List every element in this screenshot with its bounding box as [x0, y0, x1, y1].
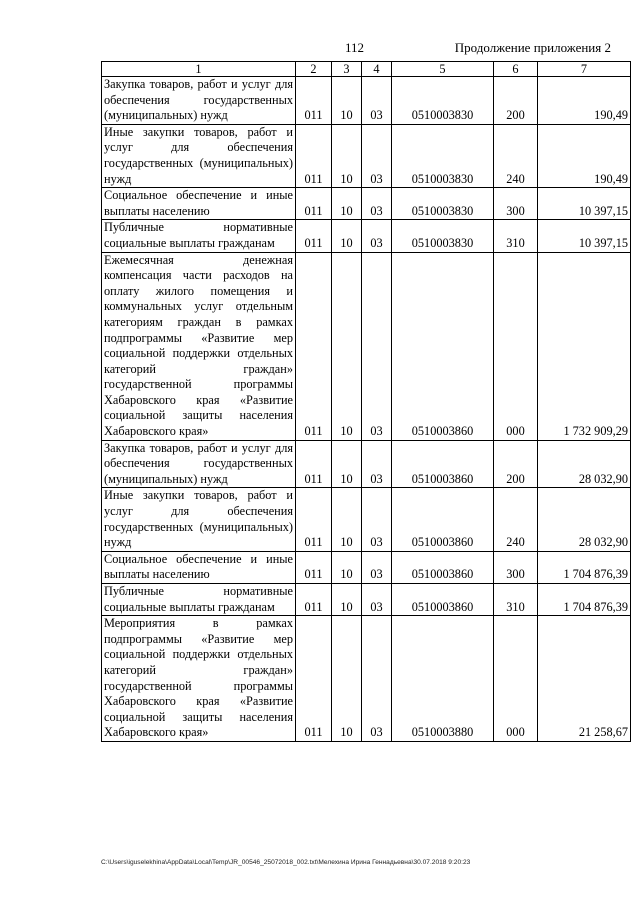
col-header-5: 5	[392, 62, 494, 77]
target-article-code: 0510003860	[392, 551, 494, 583]
expense-type-code: 000	[494, 616, 538, 742]
row-name: Социальное обеспечение и иные выплаты населению	[102, 551, 296, 583]
subsection-code: 03	[362, 488, 392, 551]
ministry-code: 011	[296, 220, 332, 252]
expense-type-code: 240	[494, 124, 538, 187]
continuation-label: Продолжение приложения 2	[454, 40, 611, 55]
subsection-code: 03	[362, 584, 392, 616]
table-row	[102, 440, 631, 488]
section-code: 10	[332, 77, 362, 125]
target-article-code: 0510003830	[392, 124, 494, 187]
col-header-3: 3	[332, 62, 362, 77]
row-name: Иные закупки товаров, работ и услуг для обеспечения государственных (муниципальных) нужд	[102, 124, 296, 187]
col-header-2: 2	[296, 62, 332, 77]
subsection-code: 03	[362, 551, 392, 583]
subsection-code: 03	[362, 77, 392, 125]
section-code: 10	[332, 252, 362, 440]
row-name: Публичные нормативные социальные выплаты гражданам	[102, 584, 296, 616]
row-name: Иные закупки товаров, работ и услуг для обеспечения государственных (муниципальных) нужд	[102, 488, 296, 551]
row-name: Мероприятия в рамках подпрограммы «Развитие мер социальной поддержки отдельных категорий граждан» государственной программы Хабаровского края «Развитие социальной защиты населения Хабаровского края»	[102, 616, 296, 742]
col-header-7: 7	[538, 62, 631, 77]
section-code: 10	[332, 584, 362, 616]
amount: 1 704 876,39	[538, 551, 631, 583]
budget-table	[101, 61, 631, 742]
subsection-code: 03	[362, 220, 392, 252]
target-article-code: 0510003860	[392, 252, 494, 440]
subsection-code: 03	[362, 440, 392, 488]
table-row	[102, 616, 631, 742]
ministry-code: 011	[296, 488, 332, 551]
section-code: 10	[332, 440, 362, 488]
section-code: 10	[332, 188, 362, 220]
expense-type-code: 200	[494, 77, 538, 125]
ministry-code: 011	[296, 616, 332, 742]
amount: 190,49	[538, 77, 631, 125]
expense-type-code: 300	[494, 551, 538, 583]
row-name: Закупка товаров, работ и услуг для обеспечения государственных (муниципальных) нужд	[102, 440, 296, 488]
ministry-code: 011	[296, 252, 332, 440]
expense-type-code: 000	[494, 252, 538, 440]
amount: 28 032,90	[538, 440, 631, 488]
amount: 190,49	[538, 124, 631, 187]
header-row	[102, 62, 631, 77]
ministry-code: 011	[296, 124, 332, 187]
target-article-code: 0510003830	[392, 188, 494, 220]
target-article-code: 0510003860	[392, 584, 494, 616]
amount: 1 704 876,39	[538, 584, 631, 616]
ministry-code: 011	[296, 188, 332, 220]
table-row	[102, 252, 631, 440]
section-code: 10	[332, 220, 362, 252]
table-row	[102, 124, 631, 187]
amount: 10 397,15	[538, 220, 631, 252]
amount: 28 032,90	[538, 488, 631, 551]
subsection-code: 03	[362, 616, 392, 742]
section-code: 10	[332, 616, 362, 742]
section-code: 10	[332, 124, 362, 187]
ministry-code: 011	[296, 77, 332, 125]
table-row	[102, 584, 631, 616]
amount: 10 397,15	[538, 188, 631, 220]
ministry-code: 011	[296, 551, 332, 583]
table-row	[102, 220, 631, 252]
section-code: 10	[332, 488, 362, 551]
amount: 21 258,67	[538, 616, 631, 742]
ministry-code: 011	[296, 440, 332, 488]
section-code: 10	[332, 551, 362, 583]
expense-type-code: 200	[494, 440, 538, 488]
row-name: Социальное обеспечение и иные выплаты населению	[102, 188, 296, 220]
expense-type-code: 310	[494, 220, 538, 252]
footer-file-path: C:\Users\iguselekhina\AppData\Local\Temp\JR_00546_25072018_002.txt\Мелехина Ирина Геннадьевна\30.07.2018 9:20:23	[101, 859, 471, 866]
table-row	[102, 188, 631, 220]
expense-type-code: 310	[494, 584, 538, 616]
expense-type-code: 300	[494, 188, 538, 220]
subsection-code: 03	[362, 252, 392, 440]
row-name: Публичные нормативные социальные выплаты гражданам	[102, 220, 296, 252]
amount: 1 732 909,29	[538, 252, 631, 440]
target-article-code: 0510003830	[392, 77, 494, 125]
target-article-code: 0510003880	[392, 616, 494, 742]
target-article-code: 0510003830	[392, 220, 494, 252]
subsection-code: 03	[362, 124, 392, 187]
expense-type-code: 240	[494, 488, 538, 551]
table-row	[102, 488, 631, 551]
col-header-6: 6	[494, 62, 538, 77]
row-name: Ежемесячная денежная компенсация части расходов на оплату жилого помещения и коммунальных услуг отдельным категориям граждан в рамках подпрограммы «Развитие мер социальной поддержки отдельных категорий граждан» государственной программы Хабаровского края «Развитие социальной защиты населения Хабаровского края»	[102, 252, 296, 440]
col-header-4: 4	[362, 62, 392, 77]
target-article-code: 0510003860	[392, 488, 494, 551]
table-row	[102, 77, 631, 125]
row-name: Закупка товаров, работ и услуг для обеспечения государственных (муниципальных) нужд	[102, 77, 296, 125]
ministry-code: 011	[296, 584, 332, 616]
col-header-1: 1	[102, 62, 296, 77]
table-row	[102, 551, 631, 583]
target-article-code: 0510003860	[392, 440, 494, 488]
page-number: 112	[345, 40, 365, 55]
subsection-code: 03	[362, 188, 392, 220]
